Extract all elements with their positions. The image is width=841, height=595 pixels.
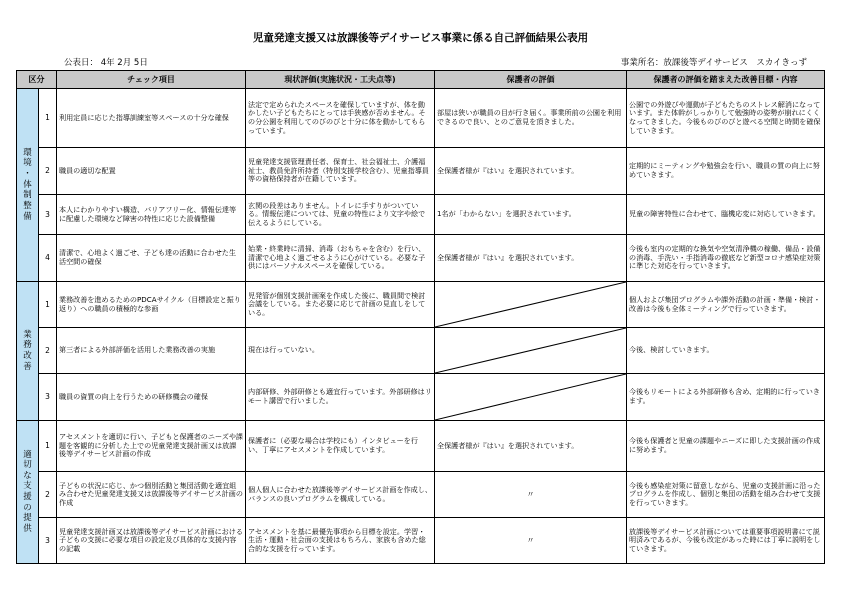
guardian-evaluation: 〃 bbox=[435, 472, 627, 518]
guardian-evaluation: 全保護者様が『はい』を選択されています。 bbox=[435, 421, 627, 472]
publish-date: 公表日： 4年 2月 5日 bbox=[64, 58, 148, 68]
table-row bbox=[17, 421, 825, 472]
status-evaluation: 児童発達支援管理責任者、保育士、社会福祉士、介護福祉士、教員免許所持者（特別支援学校含む）、児童指導員等の資格保持者が在籍しています。 bbox=[246, 148, 435, 195]
check-item: アセスメントを適切に行い、子どもと保護者のニーズや課題を客観的に分析した上での児童発達支援計画又は放課後等デイサービス計画の作成 bbox=[57, 421, 246, 472]
guardian-evaluation: 全保護者様が『はい』を選択されています。 bbox=[435, 148, 627, 195]
evaluation-table bbox=[16, 70, 825, 564]
check-item: 児童発達支援計画又は放課後等デイサービス計画における子どもの支援に必要な項目の設定及び具体的な支援内容の記載 bbox=[57, 518, 246, 564]
row-number: 2 bbox=[39, 148, 57, 195]
office-name: 事業所名：放課後等デイサービス スカイきっず bbox=[620, 58, 807, 68]
improvement-goal: 今後も保護者と児童の課題やニーズに即した支援計画の作成に努めます。 bbox=[627, 421, 825, 472]
row-number: 1 bbox=[39, 421, 57, 472]
category-operations: 業 務 改 善 bbox=[17, 282, 39, 421]
status-evaluation: 始業・終業時に清掃、消毒（おもちゃを含む）を行い、清潔で心地よく過ごせるように心がけている。必要な子供にはパーソナルスペースを確保している。 bbox=[246, 235, 435, 282]
improvement-goal: 定期的にミーティングや勉強会を行い、職員の質の向上に努めていきます。 bbox=[627, 148, 825, 195]
diagonal-slash-icon bbox=[435, 328, 626, 373]
check-item: 業務改善を進めるためのPDCAサイクル（目標設定と振り返り）への職員の積極的な参画 bbox=[57, 282, 246, 328]
guardian-evaluation: 全保護者様が『はい』を選択されています。 bbox=[435, 235, 627, 282]
table-row bbox=[17, 148, 825, 195]
row-number: 3 bbox=[39, 518, 57, 564]
header-check: チェック項目 bbox=[57, 71, 246, 89]
status-evaluation: アセスメントを基に最優先事項から目標を設定。学習・生活・運動・社会面の支援はもちろん、家族も含めた総合的な支援を行っています。 bbox=[246, 518, 435, 564]
status-evaluation: 法定で定められたスペースを確保していますが、体を動かしたい子どもたちにとっては手狭感が否めません。その分公園を利用してのびのびと十分に体を動かしてもらっています。 bbox=[246, 89, 435, 148]
table-row bbox=[17, 472, 825, 518]
check-item: 職員の資質の向上を行うための研修機会の確保 bbox=[57, 374, 246, 421]
improvement-goal: 個人および集団プログラムや課外活動の計画・準備・検討・改善は今後も全体ミーティングで行っていきます。 bbox=[627, 282, 825, 328]
header-improvement: 保護者の評価を踏まえた改善目標・内容 bbox=[627, 71, 825, 89]
diagonal-slash-icon bbox=[435, 282, 626, 327]
guardian-evaluation-empty bbox=[435, 328, 627, 374]
row-number: 1 bbox=[39, 282, 57, 328]
status-evaluation: 内部研修、外部研修とも適宜行っています。外部研修はリモート講習で行いました。 bbox=[246, 374, 435, 421]
row-number: 3 bbox=[39, 195, 57, 235]
check-item: 清潔で、心地よく過ごせ、子ども達の活動に合わせた生活空間の確保 bbox=[57, 235, 246, 282]
check-item: 第三者による外部評価を活用した業務改善の実施 bbox=[57, 328, 246, 374]
status-evaluation: 現在は行っていない。 bbox=[246, 328, 435, 374]
page-title: 児童発達支援又は放課後等デイサービス事業に係る自己評価結果公表用 bbox=[252, 32, 589, 44]
guardian-evaluation-empty bbox=[435, 374, 627, 421]
improvement-goal: 児童の障害特性に合わせて、臨機応変に対応していきます。 bbox=[627, 195, 825, 235]
check-item: 利用定員に応じた指導訓練室等スペースの十分な確保 bbox=[57, 89, 246, 148]
table-row bbox=[17, 518, 825, 564]
row-number: 3 bbox=[39, 374, 57, 421]
guardian-evaluation: 〃 bbox=[435, 518, 627, 564]
row-number: 4 bbox=[39, 235, 57, 282]
improvement-goal: 放課後等デイサービス計画については重要事項説明書にて説明済みであるが、今後も改定があった時には丁寧に説明をしていきます。 bbox=[627, 518, 825, 564]
table-row bbox=[17, 195, 825, 235]
guardian-evaluation-empty bbox=[435, 282, 627, 328]
status-evaluation: 保護者に（必要な場合は学校にも）インタビューを行い、丁寧にアセスメントを作成しています。 bbox=[246, 421, 435, 472]
improvement-goal: 今後もリモートによる外部研修も含め、定期的に行っていきます。 bbox=[627, 374, 825, 421]
status-evaluation: 個人個人に合わせた放課後等デイサービス計画を作成し、バランスの良いプログラムを構成している。 bbox=[246, 472, 435, 518]
guardian-evaluation: 部屋は狭いが職員の目が行き届く。事業所前の公園を利用できるので良い、とのご意見を頂きました。 bbox=[435, 89, 627, 148]
category-environment: 環 境 ・ 体 制 整 備 bbox=[17, 89, 39, 282]
improvement-goal: 今後も感染症対策に留意しながら、児童の支援計画に沿ったプログラムを作成し、個別と集団の活動を組み合わせて支援を行っていきます。 bbox=[627, 472, 825, 518]
improvement-goal: 今後も室内の定期的な換気や空気清浄機の稼働、備品・設備の消毒、手洗い・手指消毒の徹底など新型コロナ感染症対策に準じた対応を行っていきます。 bbox=[627, 235, 825, 282]
row-number: 2 bbox=[39, 328, 57, 374]
diagonal-slash-icon bbox=[435, 374, 626, 420]
table-row bbox=[17, 374, 825, 421]
header-category: 区分 bbox=[17, 71, 57, 89]
improvement-goal: 公園での外遊びや運動が子どもたちのストレス解消になっています。また体幹がしっかりして勉強時の姿勢が崩れにくくなってきました。今後ものびのびと遊べる空間と時間を確保していきます。 bbox=[627, 89, 825, 148]
check-item: 職員の適切な配置 bbox=[57, 148, 246, 195]
check-item: 子どもの状況に応じ、かつ個別活動と集団活動を適宜組み合わせた児童発達支援又は放課後等デイサービス計画の作成 bbox=[57, 472, 246, 518]
table-row bbox=[17, 282, 825, 328]
category-support: 適 切 な 支 援 の 提 供 bbox=[17, 421, 39, 564]
improvement-goal: 今後、検討していきます。 bbox=[627, 328, 825, 374]
header-guardian: 保護者の評価 bbox=[435, 71, 627, 89]
status-evaluation: 児発管が個別支援計画案を作成した後に、職員間で検討会議をしている。また必要に応じて計画の見直しをしている。 bbox=[246, 282, 435, 328]
table-row bbox=[17, 89, 825, 148]
status-evaluation: 玄関の段差はありません。トイレに手すりがついている。情報伝達については、児童の特性により文字や絵で伝えるようにしている。 bbox=[246, 195, 435, 235]
header-status: 現状評価(実施状況・工夫点等) bbox=[246, 71, 435, 89]
row-number: 1 bbox=[39, 89, 57, 148]
table-row bbox=[17, 235, 825, 282]
table-row bbox=[17, 328, 825, 374]
row-number: 2 bbox=[39, 472, 57, 518]
guardian-evaluation: 1名が「わからない」を選択されています。 bbox=[435, 195, 627, 235]
check-item: 本人にわかりやすい構造、バリアフリー化、情報伝達等に配慮した環境など障害の特性に応じた設備整備 bbox=[57, 195, 246, 235]
table-header-row bbox=[17, 71, 825, 89]
